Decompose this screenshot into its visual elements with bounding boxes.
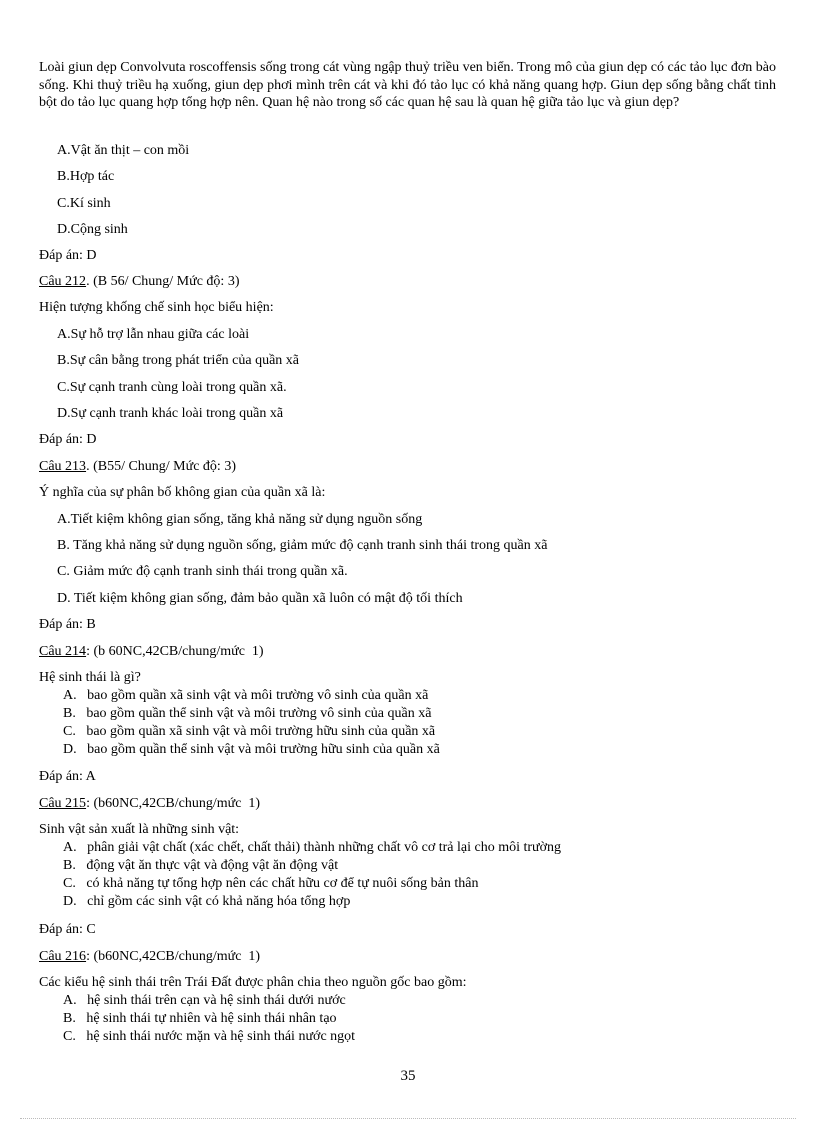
q212-meta: . (B 56/ Chung/ Mức độ: 3)	[86, 274, 240, 289]
q214-question: Hệ sinh thái là gì?	[39, 670, 141, 685]
q215-heading	[39, 796, 260, 812]
q216-option-a: A. hệ sinh thái trên cạn và hệ sinh thái dưới nước	[63, 993, 346, 1008]
q214-label: Câu 214	[39, 644, 87, 659]
q215-option-c: C. có khả năng tự tổng hợp nên các chất hữu cơ để tự nuôi sống bản thân	[63, 876, 479, 891]
q213-meta: . (B55/ Chung/ Mức độ: 3)	[86, 459, 236, 474]
q211-answer: Đáp án: D	[39, 248, 97, 263]
q213-heading	[39, 459, 236, 475]
q212-label: Câu 212	[39, 274, 87, 289]
q213-option-d: D. Tiết kiệm không gian sống, đảm bảo quần xã luôn có mật độ tối thích	[57, 591, 463, 606]
page-number: 35	[400, 1068, 416, 1084]
q215-option-d: D. chỉ gồm các sinh vật có khả năng hóa tổng hợp	[63, 894, 351, 909]
q215-option-a: A. phân giải vật chất (xác chết, chất thải) thành những chất vô cơ trả lại cho môi trường	[63, 840, 562, 855]
q211-option-a: A.Vật ăn thịt – con mồi	[57, 143, 190, 158]
q212-option-c: C.Sự cạnh tranh cùng loài trong quần xã.	[57, 380, 287, 395]
q214-option-a: A. bao gồm quần xã sinh vật và môi trường vô sinh của quần xã	[63, 688, 429, 703]
q213-option-a: A.Tiết kiệm không gian sống, tăng khả năng sử dụng nguồn sống	[57, 512, 423, 527]
q212-option-b: B.Sự cân bằng trong phát triển của quần xã	[57, 353, 300, 368]
page-bottom-divider	[20, 1118, 796, 1119]
q212-answer: Đáp án: D	[39, 432, 97, 447]
q212-question: Hiện tượng khống chế sinh học biểu hiện:	[39, 300, 274, 315]
q216-label: Câu 216	[39, 949, 87, 964]
q216-meta: : (b60NC,42CB/chung/mức 1)	[86, 949, 261, 964]
q215-label: Câu 215	[39, 796, 87, 811]
q216-question: Các kiểu hệ sinh thái trên Trái Đất được phân chia theo nguồn gốc bao gồm:	[39, 975, 467, 990]
intro-paragraph: Loài giun dẹp Convolvuta roscoffensis sống trong cát vùng ngập thuỷ triều ven biển. Trong mô của giun dẹp có các tảo lục đơn bào sống. Khi thuỷ triều hạ xuống, giun dẹp phơi mình trên cát và khi đó tảo lục có khả năng quang hợp. Giun dẹp sống bằng chất tinh bột do tảo lục quang hợp tổng hợp nên. Quan hệ nào trong số các quan hệ sau là quan hệ giữa tảo lục và giun dẹp?	[39, 60, 776, 110]
q213-option-c: C. Giảm mức độ cạnh tranh sinh thái trong quần xã.	[57, 564, 348, 579]
q215-option-b: B. động vật ăn thực vật và động vật ăn động vật	[63, 858, 339, 873]
q213-question: Ý nghĩa của sự phân bố không gian của quần xã là:	[39, 485, 326, 500]
q212-option-d: D.Sự cạnh tranh khác loài trong quần xã	[57, 406, 284, 421]
q216-option-c: C. hệ sinh thái nước mặn và hệ sinh thái nước ngọt	[63, 1029, 356, 1044]
q215-answer: Đáp án: C	[39, 922, 96, 937]
q215-question: Sinh vật sản xuất là những sinh vật:	[39, 822, 240, 837]
q212-heading	[39, 274, 239, 290]
q214-answer: Đáp án: A	[39, 769, 96, 784]
q214-meta: : (b 60NC,42CB/chung/mức 1)	[86, 644, 264, 659]
q211-option-b: B.Hợp tác	[57, 169, 115, 184]
q211-option-d: D.Cộng sinh	[57, 222, 128, 237]
q214-option-d: D. bao gồm quần thể sinh vật và môi trường hữu sinh của quần xã	[63, 742, 440, 757]
q216-option-b: B. hệ sinh thái tự nhiên và hệ sinh thái nhân tạo	[63, 1011, 337, 1026]
q213-answer: Đáp án: B	[39, 617, 96, 632]
q216-heading	[39, 949, 260, 965]
q211-option-c: C.Kí sinh	[57, 196, 111, 211]
q213-label: Câu 213	[39, 459, 87, 474]
q213-option-b: B. Tăng khả năng sử dụng nguồn sống, giảm mức độ cạnh tranh sinh thái trong quần xã	[57, 538, 548, 553]
q214-heading	[39, 644, 264, 660]
q214-option-b: B. bao gồm quần thể sinh vật và môi trường vô sinh của quần xã	[63, 706, 432, 721]
q212-option-a: A.Sự hỗ trợ lẫn nhau giữa các loài	[57, 327, 250, 342]
q215-meta: : (b60NC,42CB/chung/mức 1)	[86, 796, 261, 811]
q214-option-c: C. bao gồm quần xã sinh vật và môi trường hữu sinh của quần xã	[63, 724, 436, 739]
